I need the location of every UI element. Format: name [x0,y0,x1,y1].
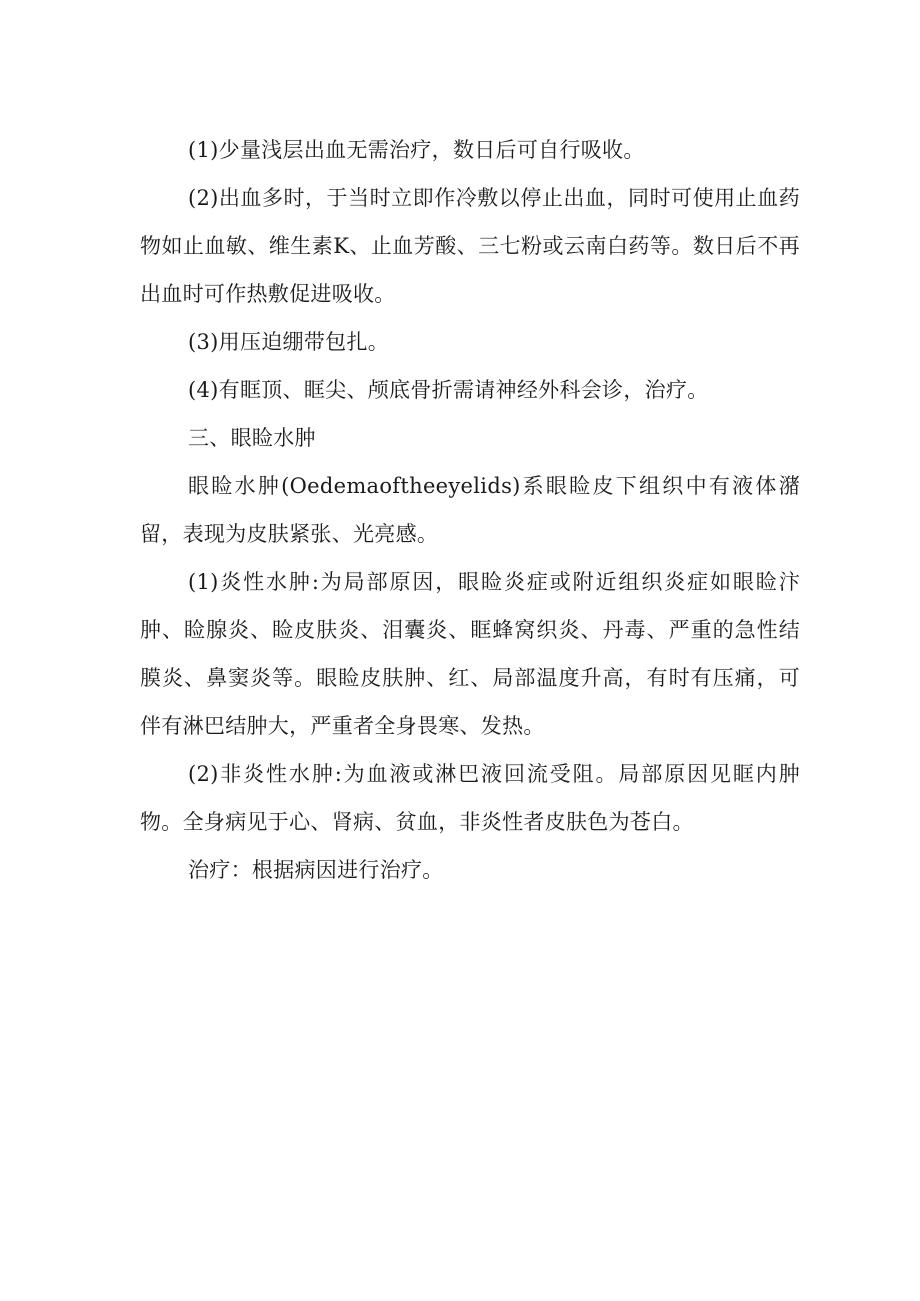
section-heading: 三、眼睑水肿 [188,426,316,450]
paragraph-treatment-4: (4)有眶顶、眶尖、颅底骨折需请神经外科会诊，治疗。 [188,378,709,402]
paragraph-treatment-3: (3)用压迫绷带包扎。 [188,330,390,354]
paragraph-treatment-1: (1)少量浅层出血无需治疗，数日后可自行吸收。 [188,138,645,162]
paragraph-treatment-note: 治疗：根据病因进行治疗。 [188,858,444,882]
document-body [140,126,800,894]
paragraph-treatment-2: (2)出血多时，于当时立即作冷敷以停止出血，同时可使用止血药物如止血敏、维生素K、止血芳酸、三七粉或云南白药等。数日后不再出血时可作热敷促进吸收。 [140,186,800,306]
paragraph-eyelid-edema-definition: 眼睑水肿(Oedemaoftheeyelids)系眼睑皮下组织中有液体潴留，表现为皮肤紧张、光亮感。 [140,474,800,546]
paragraph-non-inflammatory-edema: (2)非炎性水肿:为血液或淋巴液回流受阻。局部原因见眶内肿物。全身病见于心、肾病、贫血，非炎性者皮肤色为苍白。 [140,762,800,834]
paragraph-inflammatory-edema: (1)炎性水肿:为局部原因，眼睑炎症或附近组织炎症如眼睑汴肿、睑腺炎、睑皮肤炎、泪囊炎、眶蜂窝织炎、丹毒、严重的急性结膜炎、鼻窦炎等。眼睑皮肤肿、红、局部温度升高，有时有压痛，可伴有淋巴结肿大，严重者全身畏寒、发热。 [140,570,800,738]
